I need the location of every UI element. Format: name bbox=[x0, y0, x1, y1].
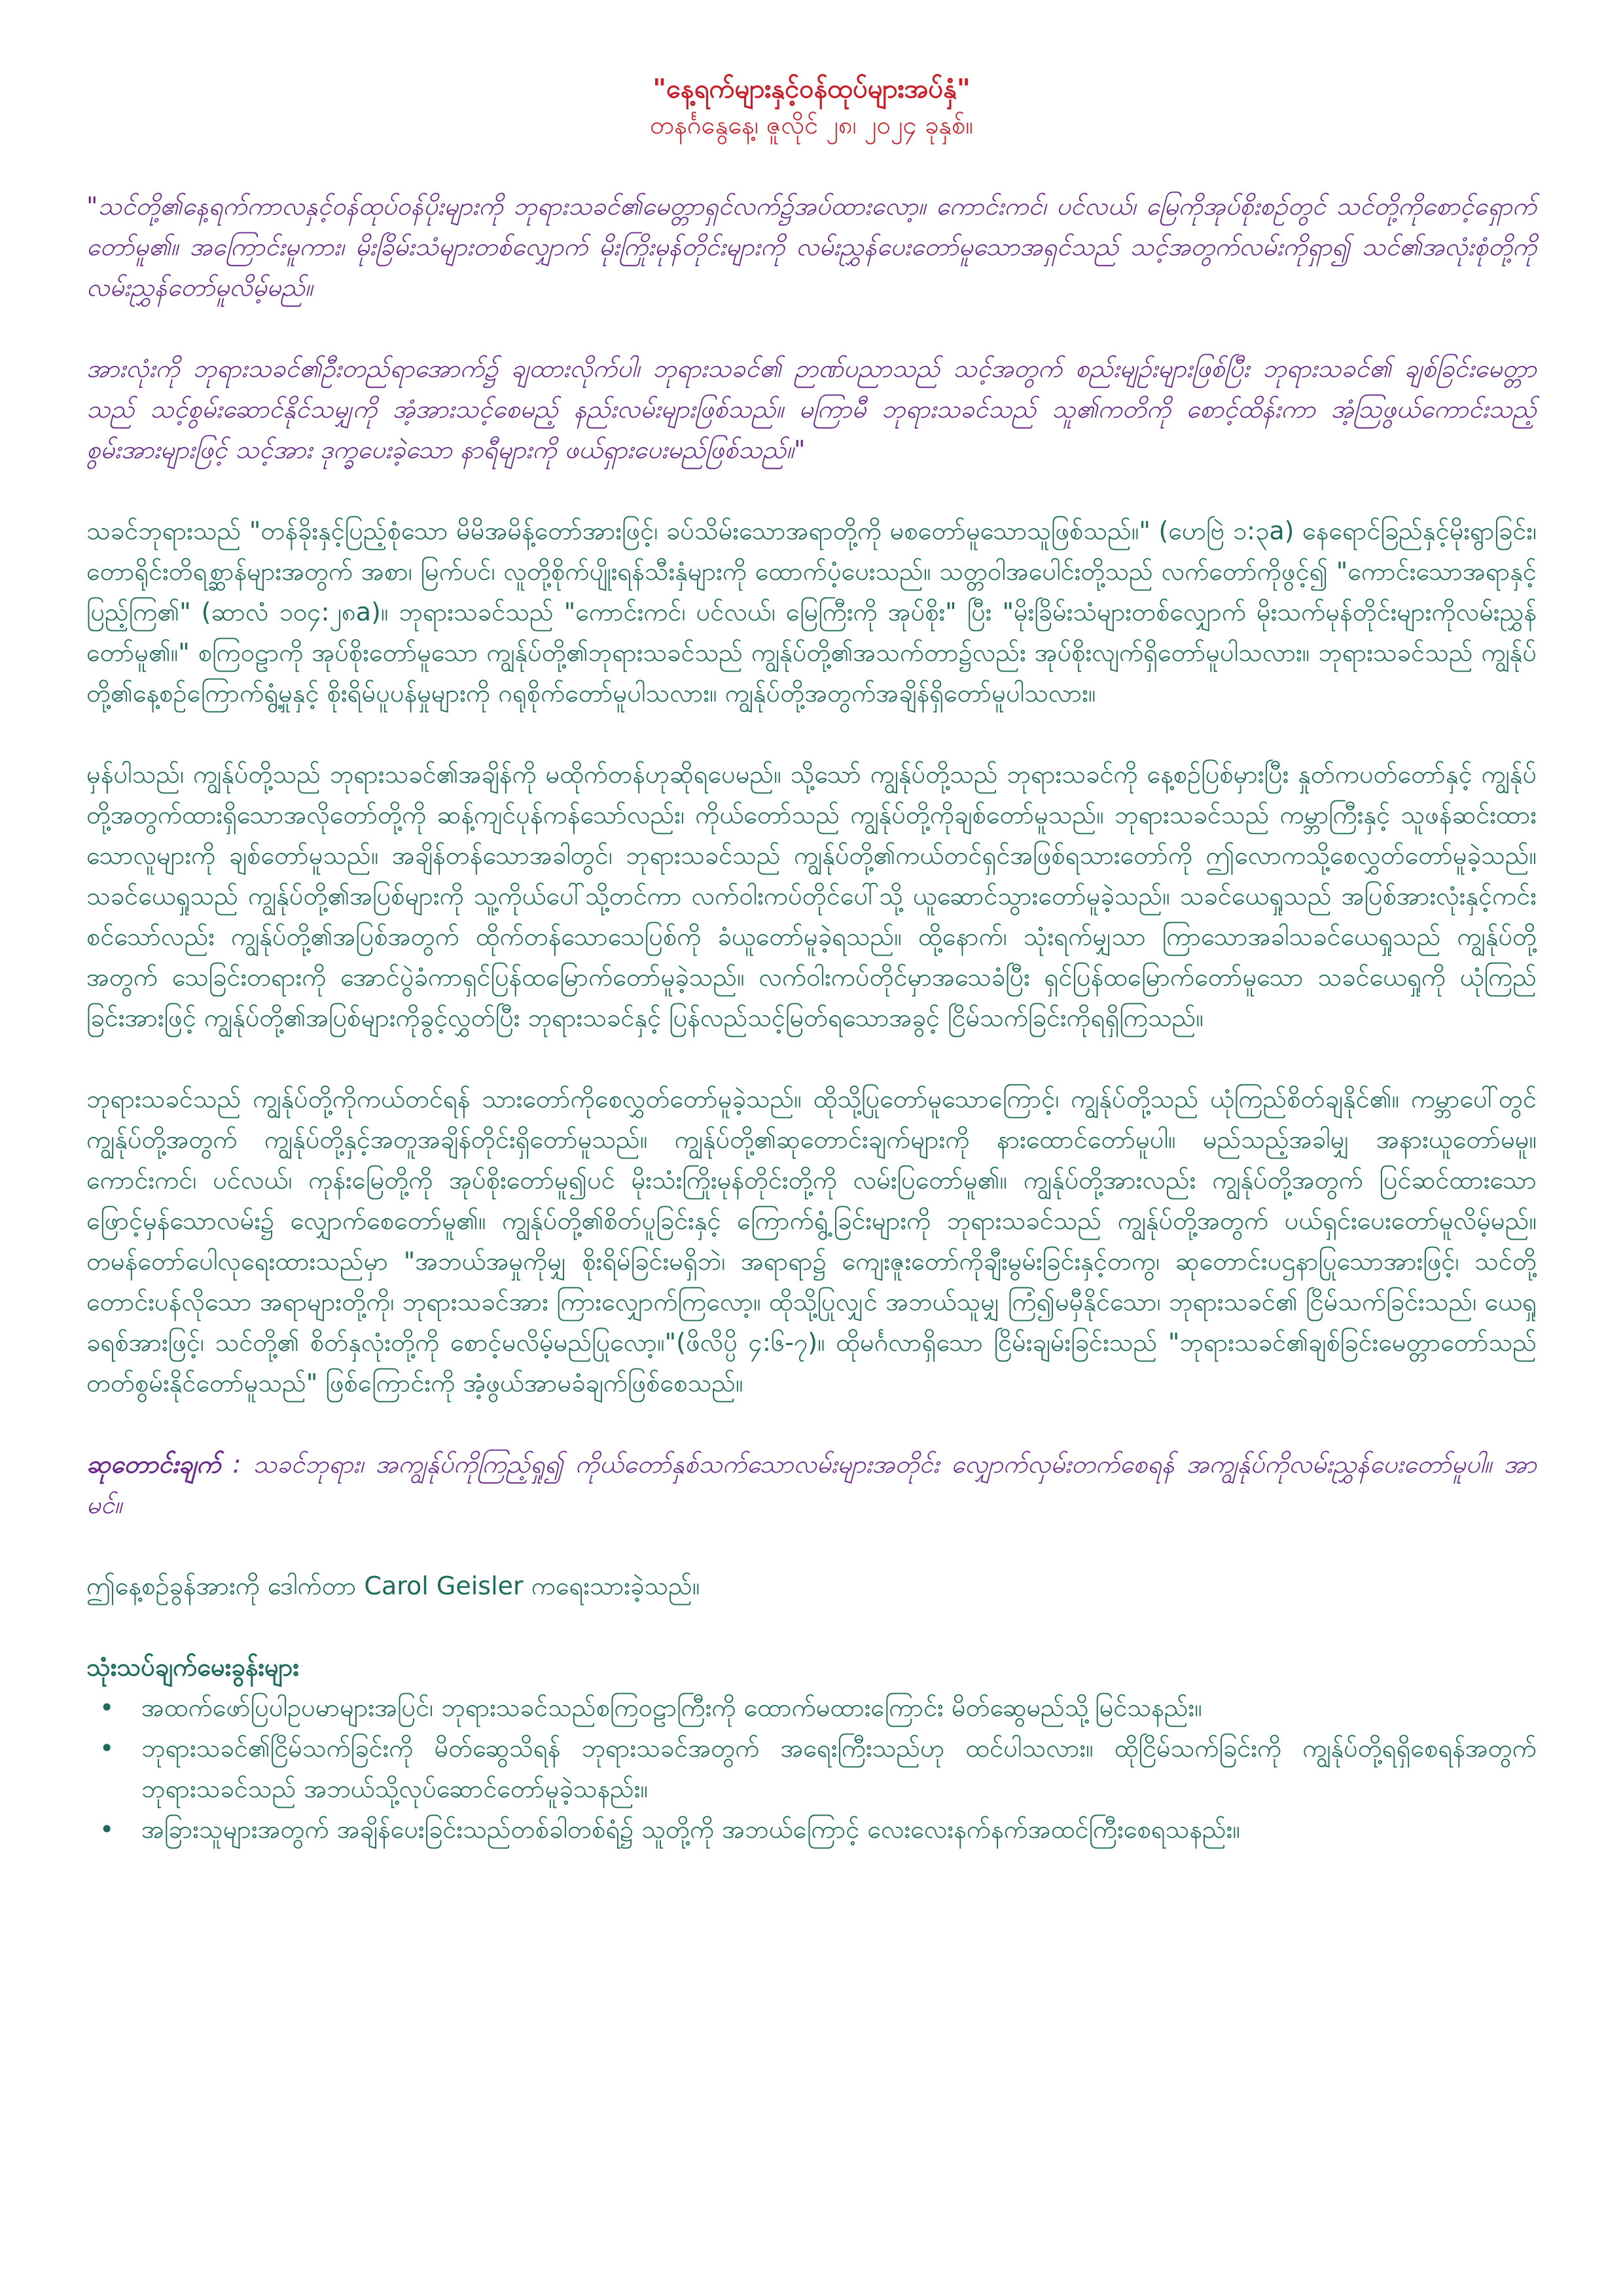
prayer-text: သခင်ဘုရား၊ အကျွန်ုပ်ကိုကြည့်ရှု၍ ကိုယ်တော်နှစ်သက်သောလမ်းများအတိုင်း လျှောက်လှမ်းတက်စေရန် အကျွန်ုပ်ကိုလမ်းညွှန်ပေးတော်မူပါ။ အာမင်။ bbox=[86, 1450, 1537, 1519]
prayer-paragraph bbox=[86, 1444, 1537, 1525]
questions-list bbox=[86, 1687, 1537, 1850]
question-text: ဘုရားသခင်၏ငြိမ်သက်ခြင်းကို မိတ်ဆွေသိရန် ဘုရားသခင်အတွက် အရေးကြီးသည်ဟု ထင်ပါသလား။ ထိုငြိမ်သက်ခြင်းကို ကျွန်ုပ်တို့ရရှိစေရန်အတွက် ဘုရားသခင်သည် အဘယ်သို့လုပ်ဆောင်တော်မူခဲ့သနည်း။ bbox=[141, 1734, 1537, 1803]
prayer-label: ဆုတောင်းချက် bbox=[86, 1450, 221, 1479]
list-item bbox=[99, 1728, 1537, 1809]
body-paragraph-3: ဘုရားသခင်သည် ကျွန်ုပ်တို့ကိုကယ်တင်ရန် သားတော်ကိုစေလွှတ်တော်မူခဲ့သည်။ ထိုသို့ပြုတော်မူသောကြောင့်၊ ကျွန်ုပ်တို့သည် ယုံကြည်စိတ်ချနိုင်၏။ ကမ္ဘာပေါ်တွင် ကျွန်ုပ်တို့အတွက် ကျွန်ုပ်တို့နှင့်အတူအချိန်တိုင်းရှိတော်မူသည်။ ကျွန်ုပ်တို့၏ဆုတောင်းချက်များကို နားထောင်တော်မူပါ။ မည်သည့်အခါမျှ အနားယူတော်မမူ။ ကောင်းကင်၊ ပင်လယ်၊ ကုန်းမြေတို့ကို အုပ်စိုးတော်မူ၍ပင် မိုးသံးကြိုးမုန်တိုင်းတို့ကို လမ်းပြတော်မူ၏။ ကျွန်ုပ်တို့အားလည်း ကျွန်ုပ်တို့အတွက် ပြင်ဆင်ထားသော ဖြောင့်မှန်သောလမ်း၌ လျှောက်စေတော်မူ၏။ ကျွန်ုပ်တို့၏စိတ်ပူခြင်းနှင့် ကြောက်ရွံ့ခြင်းများကို ဘုရားသခင်သည် ကျွန်ုပ်တို့အတွက် ပယ်ရှင်းပေးတော်မူလိမ့်မည်။ တမန်တော်ပေါလုရေးထားသည်မှာ "အဘယ်အမှုကိုမျှ စိုးရိမ်ခြင်းမရှိဘဲ၊ အရာရာ၌ ကျေးဇူးတော်ကိုချီးမွမ်းခြင်းနှင့်တကွ၊ ဆုတောင်းပဌနာပြုသောအားဖြင့်၊ သင်တို့တောင်းပန်လိုသော အရာများတို့ကို၊ ဘုရားသခင်အား ကြားလျှောက်ကြလော့။ ထိုသို့ပြုလျှင် အဘယ်သူမျှ ကြံ၍မမှီနိုင်သော၊ ဘုရားသခင်၏ ငြိမ်သက်ခြင်းသည်၊ ယေရှုခရစ်အားဖြင့်၊ သင်တို့၏ စိတ်နှလုံးတို့ကို စောင့်မလိမ့်မည်ပြုလော့။"(ဖိလိပ္ပိ ၄:၆-၇)။ ထိုမင်္ဂလာရှိသော ငြိမ်းချမ်းခြင်းသည် "ဘုရားသခင်၏ချစ်ခြင်းမေတ္တာတော်သည် တတ်စွမ်းနိုင်တော်မူသည်" ဖြစ်ကြောင်းကို အံ့ဖွယ်အာမခံချက်ဖြစ်စေသည်။ bbox=[86, 1085, 1537, 1397]
question-text: အခြားသူများအတွက် အချိန်ပေးခြင်းသည်တစ်ခါတစ်ရံ၌ သူတို့ကို အဘယ်ကြောင့် လေးလေးနက်နက်အထင်ကြီးစေရသနည်း။ bbox=[141, 1815, 1240, 1844]
body-paragraph-1: သခင်ဘုရားသည် "တန်ခိုးနှင့်ပြည့်စုံသော မိမိအမိန့်တော်အားဖြင့်၊ ခပ်သိမ်းသောအရာတို့ကို မစတော်မူသောသူဖြစ်သည်။" (ဟေဗြဲ ၁:၃a) နေရောင်ခြည်နှင့်မိုးရွာခြင်း၊ တောရိုင်းတိရစ္ဆာန်များအတွက် အစာ၊ မြက်ပင်၊ လူတို့စိုက်ပျိုးရန်သီးနှံများကို ထောက်ပံ့ပေးသည်။ သတ္တဝါအပေါင်းတို့သည် လက်တော်ကိုဖွင့်၍ "ကောင်းသောအရာနှင့် ပြည့်ကြ၏" (ဆာလံ ၁၀၄:၂၈a)။ ဘုရားသခင်သည် "ကောင်းကင်၊ ပင်လယ်၊ မြေကြီးကို အုပ်စိုး" ပြီး "မိုးခြိမ်းသံများတစ်လျှောက် မိုးသက်မုန်တိုင်းများကိုလမ်းညွှန်တော်မူ၏။" စကြဝဠာကို အုပ်စိုးတော်မူသော ကျွန်ုပ်တို့၏ဘုရားသခင်သည် ကျွန်ုပ်တို့၏အသက်တာ၌လည်း အုပ်စိုးလျက်ရှိတော်မူပါသလား။ ဘုရားသခင်သည် ကျွန်ုပ်တို့၏နေ့စဉ်ကြောက်ရွံ့မှုနှင့် စိုးရိမ်ပူပန်မှုများကို ဂရုစိုက်တော်မူပါသလား။ ကျွန်ုပ်တို့အတွက်အချိန်ရှိတော်မူပါသလား။ bbox=[86, 516, 1537, 708]
bullet-icon: • bbox=[99, 1693, 115, 1722]
prayer-separator: : bbox=[232, 1450, 241, 1479]
list-item bbox=[99, 1809, 1537, 1850]
bullet-icon: • bbox=[99, 1734, 115, 1763]
question-text: အထက်ဖော်ပြပါဥပမာများအပြင်၊ ဘုရားသခင်သည်စကြဝဠာကြီးကို ထောက်မထားကြောင်း မိတ်ဆွေမည်သို့မြင်သနည်း။ bbox=[141, 1693, 1202, 1722]
quote-paragraph-2: အားလုံးကို ဘုရားသခင်၏ဦးတည်ရာအောက်၌ ချထားလိုက်ပါ၊ ဘုရားသခင်၏ ဉာဏ်ပညာသည် သင့်အတွက် စည်းမျဉ်းများဖြစ်ပြီး ဘုရားသခင်၏ ချစ်ခြင်းမေတ္တာသည် သင့်စွမ်းဆောင်နိုင်သမျှကို အံ့အားသင့်စေမည့် နည်းလမ်းများဖြစ်သည်။ မကြာမီ ဘုရားသခင်သည် သူ၏ကတိကို စောင့်ထိန်းကာ အံ့ဩဖွယ်ကောင်းသည့် စွမ်းအားများဖြင့် သင့်အား ဒုက္ခပေးခဲ့သော နာရီများကို ဖယ်ရှားပေးမည်ဖြစ်သည်။" bbox=[86, 354, 1537, 464]
page-title: "နေ့ရက်များနှင့်ဝန်ထုပ်များအပ်နှံ" bbox=[652, 74, 971, 104]
bullet-icon: • bbox=[99, 1815, 115, 1844]
author-credit: ဤနေ့စဉ်ခွန်အားကို ဒေါက်တာ Carol Geisler ကရေးသားခဲ့သည်။ bbox=[86, 1571, 700, 1600]
list-item bbox=[99, 1687, 1537, 1728]
questions-heading: သုံးသပ်ချက်မေးခွန်းများ bbox=[86, 1653, 300, 1681]
body-paragraph-2: မှန်ပါသည်၊ ကျွန်ုပ်တို့သည် ဘုရားသခင်၏အချိန်ကို မထိုက်တန်ဟုဆိုရပေမည်။ သို့သော် ကျွန်ုပ်တို့သည် ဘုရားသခင်ကို နေ့စဉ်ပြစ်မှားပြီး နှုတ်ကပတ်တော်နှင့် ကျွန်ုပ်တို့အတွက်ထားရှိသောအလိုတော်တို့ကို ဆန့်ကျင်ပုန်ကန်သော်လည်း၊ ကိုယ်တော်သည် ကျွန်ုပ်တို့ကိုချစ်တော်မူသည်။ ဘုရားသခင်သည် ကမ္ဘာကြီးနှင့် သူဖန်ဆင်းထားသောလူများကို ချစ်တော်မူသည်။ အချိန်တန်သောအခါတွင်၊ ဘုရားသခင်သည် ကျွန်ုပ်တို့၏ကယ်တင်ရှင်အဖြစ်ရသားတော်ကို ဤလောကသို့စေလွှတ်တော်မူခဲ့သည်။ သခင်ယေရှုသည် ကျွန်ုပ်တို့၏အပြစ်များကို သူ့ကိုယ်ပေါ်သို့တင်ကာ လက်ဝါးကပ်တိုင်ပေါ်သို့ ယူဆောင်သွားတော်မူခဲ့သည်။ သခင်ယေရှုသည် အပြစ်အားလုံးနှင့်ကင်းစင်သော်လည်း ကျွန်ုပ်တို့၏အပြစ်အတွက် ထိုက်တန်သောသေပြစ်ကို ခံယူတော်မူခဲ့ရသည်။ ထို့နောက်၊ သုံးရက်မျှသာ ကြာသောအခါသခင်ယေရှုသည် ကျွန်ုပ်တို့အတွက် သေခြင်းတရားကို အောင်ပွဲခံကာရှင်ပြန်ထမြောက်တော်မူခဲ့သည်။ လက်ဝါးကပ်တိုင်မှာအသေခံပြီး ရှင်ပြန်ထမြောက်တော်မူသော သခင်ယေရှုကို ယုံကြည်ခြင်းအားဖြင့် ကျွန်ုပ်တို့၏အပြစ်များကိုခွင့်လွှတ်ပြီး ဘုရားသခင်နှင့် ပြန်လည်သင့်မြတ်ရသောအခွင့် ငြိမ်သက်ခြင်းကိုရရှိကြသည်။ bbox=[86, 760, 1537, 1032]
quote-paragraph-1: "သင်တို့၏နေ့ရက်ကာလနှင့်ဝန်ထုပ်ဝန်ပိုးများကို ဘုရားသခင်၏မေတ္တာရှင်လက်၌အပ်ထားလော့။ ကောင်းကင်၊ ပင်လယ်၊ မြေကိုအုပ်စိုးစဉ်တွင် သင်တို့ကိုစောင့်ရှောက်တော်မူ၏။ အကြောင်းမူကား၊ မိုးခြိမ်းသံများတစ်လျှောက် မိုးကြိုးမုန်တိုင်းများကို လမ်းညွှန်ပေးတော်မူသောအရှင်သည် သင့်အတွက်လမ်းကိုရှာ၍ သင်၏အလုံးစုံတို့ကို လမ်းညွှန်တော်မူလိမ့်မည်။ bbox=[86, 192, 1537, 302]
date-line: တနင်္ဂနွေနေ့၊ ဇူလိုင် ၂၈၊ ၂၀၂၄ ခုနှစ်။ bbox=[650, 111, 973, 139]
